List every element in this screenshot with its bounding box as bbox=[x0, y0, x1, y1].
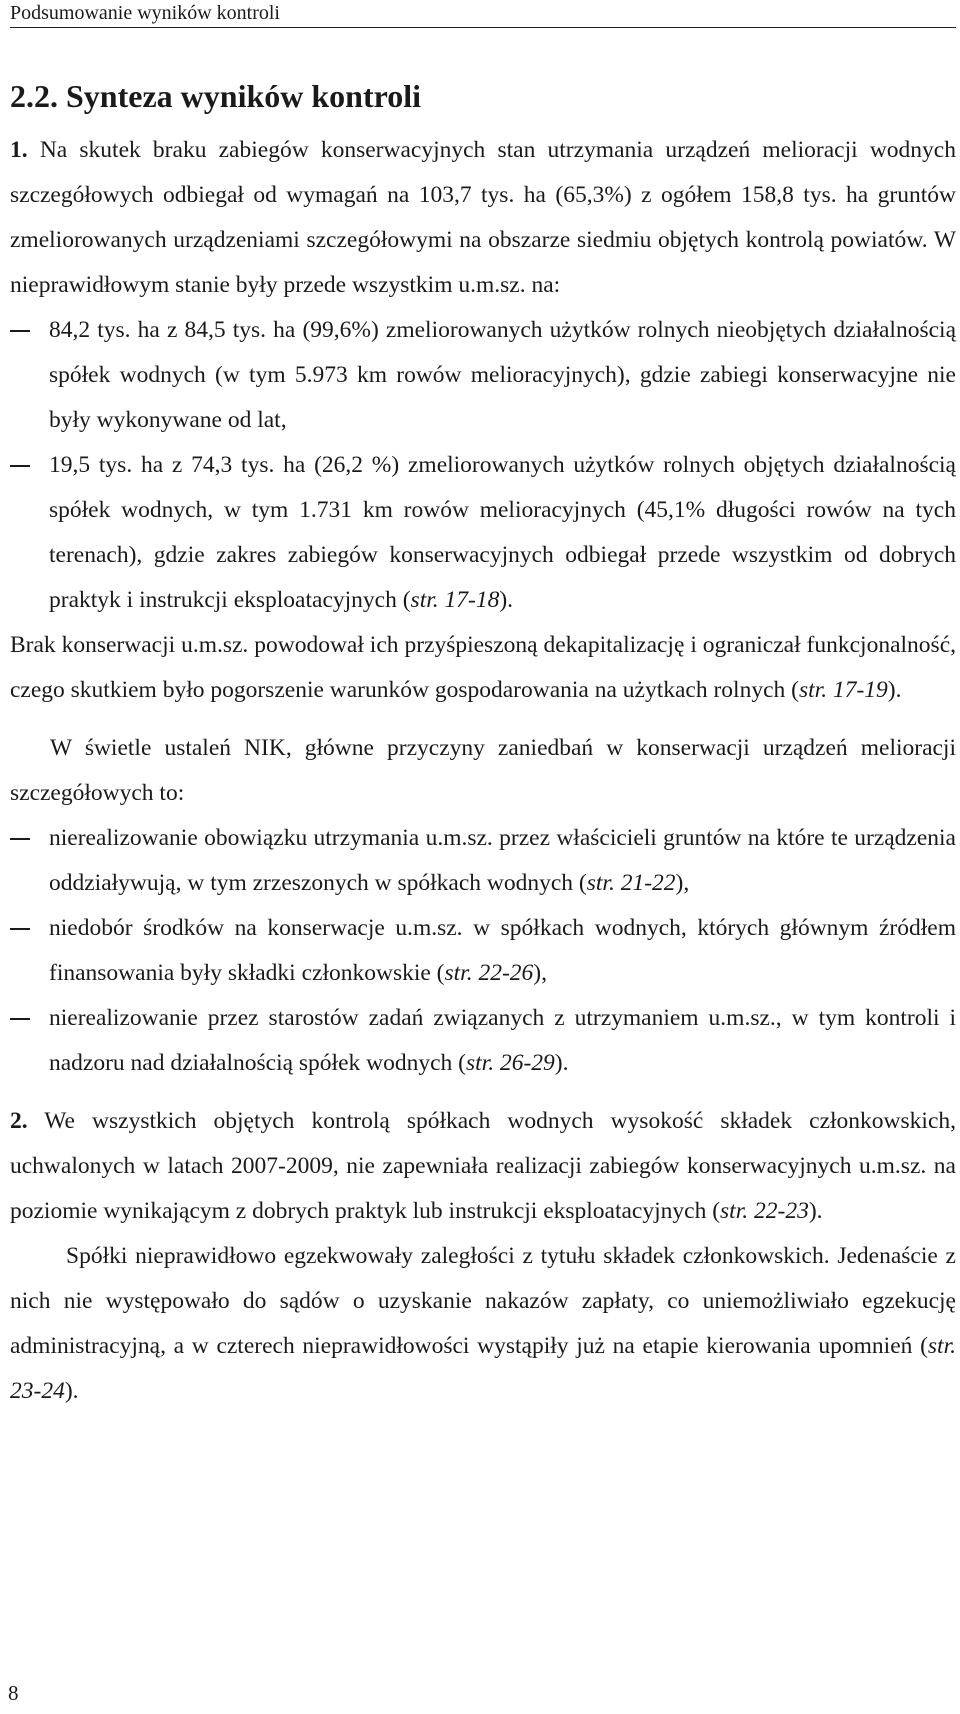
section-title: 2.2. Synteza wyników kontroli bbox=[10, 78, 422, 114]
paragraph-3 bbox=[10, 726, 956, 816]
page-number: 8 bbox=[8, 1681, 19, 1705]
paragraph-text: W świetle ustaleń NIK, główne przyczyny zaniedbań w konserwacji urządzeń melioracji szczegółowych to: bbox=[10, 735, 956, 806]
document-body bbox=[10, 128, 956, 1414]
list-item-text: nierealizowanie przez starostów zadań związanych z utrzymaniem u.m.sz., w tym kontroli i nadzoru nad działalnością spółek wodnych ( bbox=[49, 1005, 956, 1076]
list-item-text: 19,5 tys. ha z 74,3 tys. ha (26,2 %) zmeliorowanych użytków rolnych objętych działalnością spółek wodnych, w tym 1.731 km rowów melioracyjnych (45,1% długości rowów na tych terenach), gdzie zakres zabiegów konserwacyjnych odbiegał przede wszystkim od dobrych praktyk i instrukcji eksploatacyjnych ( bbox=[49, 452, 956, 613]
paragraph-punct: ). bbox=[64, 1378, 79, 1404]
running-header: Podsumowanie wyników kontroli bbox=[10, 0, 956, 28]
page-reference: str. 21-22 bbox=[586, 870, 676, 896]
list-item-text: niedobór środków na konserwacje u.m.sz. w spółkach wodnych, których głównym źródłem finansowania były składki członkowskie ( bbox=[49, 915, 956, 986]
list-item-punct: ), bbox=[675, 870, 690, 896]
paragraph-punct: ). bbox=[808, 1198, 823, 1224]
paragraph-1 bbox=[10, 128, 956, 308]
list-item bbox=[10, 816, 956, 906]
spacer bbox=[10, 713, 956, 726]
paragraph-text: Spółki nieprawidłowo egzekwowały zaległości z tytułu składek członkowskich. Jedenaście z nich nie występowało do sądów o uzyskanie nakazów zapłaty, co uniemożliwiało egzekucję administracyjną, a w czterech nieprawidłowości wystąpiły już na etapie kierowania upomnień ( bbox=[10, 1243, 956, 1359]
paragraph-number: 2. bbox=[10, 1108, 28, 1134]
list-item bbox=[10, 308, 956, 443]
paragraph-4 bbox=[10, 1099, 956, 1234]
page-reference: str. 23-24 bbox=[10, 1333, 956, 1404]
paragraph-5 bbox=[10, 1234, 956, 1414]
list-item-punct: ). bbox=[554, 1050, 569, 1076]
list-item bbox=[10, 906, 956, 996]
paragraph-number: 1. bbox=[10, 137, 28, 163]
paragraph-2 bbox=[10, 623, 956, 713]
list-item bbox=[10, 996, 956, 1086]
paragraph-text: Na skutek braku zabiegów konserwacyjnych stan utrzymania urządzeń melioracji wodnych szczegółowych odbiegał od wymagań na 103,7 tys. ha (65,3%) z ogółem 158,8 tys. ha gruntów zmeliorowanych urządzeniami szczegółowymi na obszarze siedmiu objętych kontrolą powiatów. W nieprawidłowym stanie były przede wszystkim u.m.sz. na: bbox=[10, 137, 956, 298]
paragraph-punct: ). bbox=[887, 677, 902, 703]
paragraph-text: Brak konserwacji u.m.sz. powodował ich przyśpieszoną dekapitalizację i ograniczał funkcjonalność, czego skutkiem było pogorszenie warunków gospodarowania na użytkach rolnych ( bbox=[10, 632, 956, 703]
page-reference: str. 26-29 bbox=[466, 1050, 555, 1076]
page-reference: str. 17-19 bbox=[798, 677, 888, 703]
list-item-punct: ). bbox=[499, 587, 514, 613]
list-item-text: 84,2 tys. ha z 84,5 tys. ha (99,6%) zmeliorowanych użytków rolnych nieobjętych działalnością spółek wodnych (w tym 5.973 km rowów melioracyjnych), gdzie zabiegi konserwacyjne nie były wykonywane od lat, bbox=[49, 317, 956, 433]
bullet-list-areas bbox=[10, 308, 956, 623]
page-reference: str. 22-26 bbox=[444, 960, 534, 986]
page-reference: str. 22-23 bbox=[720, 1198, 809, 1224]
bullet-list-causes bbox=[10, 816, 956, 1086]
page-reference: str. 17-18 bbox=[410, 587, 500, 613]
list-item bbox=[10, 443, 956, 623]
list-item-text: nierealizowanie obowiązku utrzymania u.m.sz. przez właścicieli gruntów na które te urządzenia oddziaływują, w tym zrzeszonych w spółkach wodnych ( bbox=[49, 825, 956, 896]
list-item-punct: ), bbox=[533, 960, 547, 986]
paragraph-text: We wszystkich objętych kontrolą spółkach wodnych wysokość składek członkowskich, uchwalonych w latach 2007-2009, nie zapewniała realizacji zabiegów konserwacyjnych u.m.sz. na poziomie wynikającym z dobrych praktyk lub instrukcji eksploatacyjnych ( bbox=[10, 1108, 956, 1224]
spacer bbox=[10, 1086, 956, 1099]
